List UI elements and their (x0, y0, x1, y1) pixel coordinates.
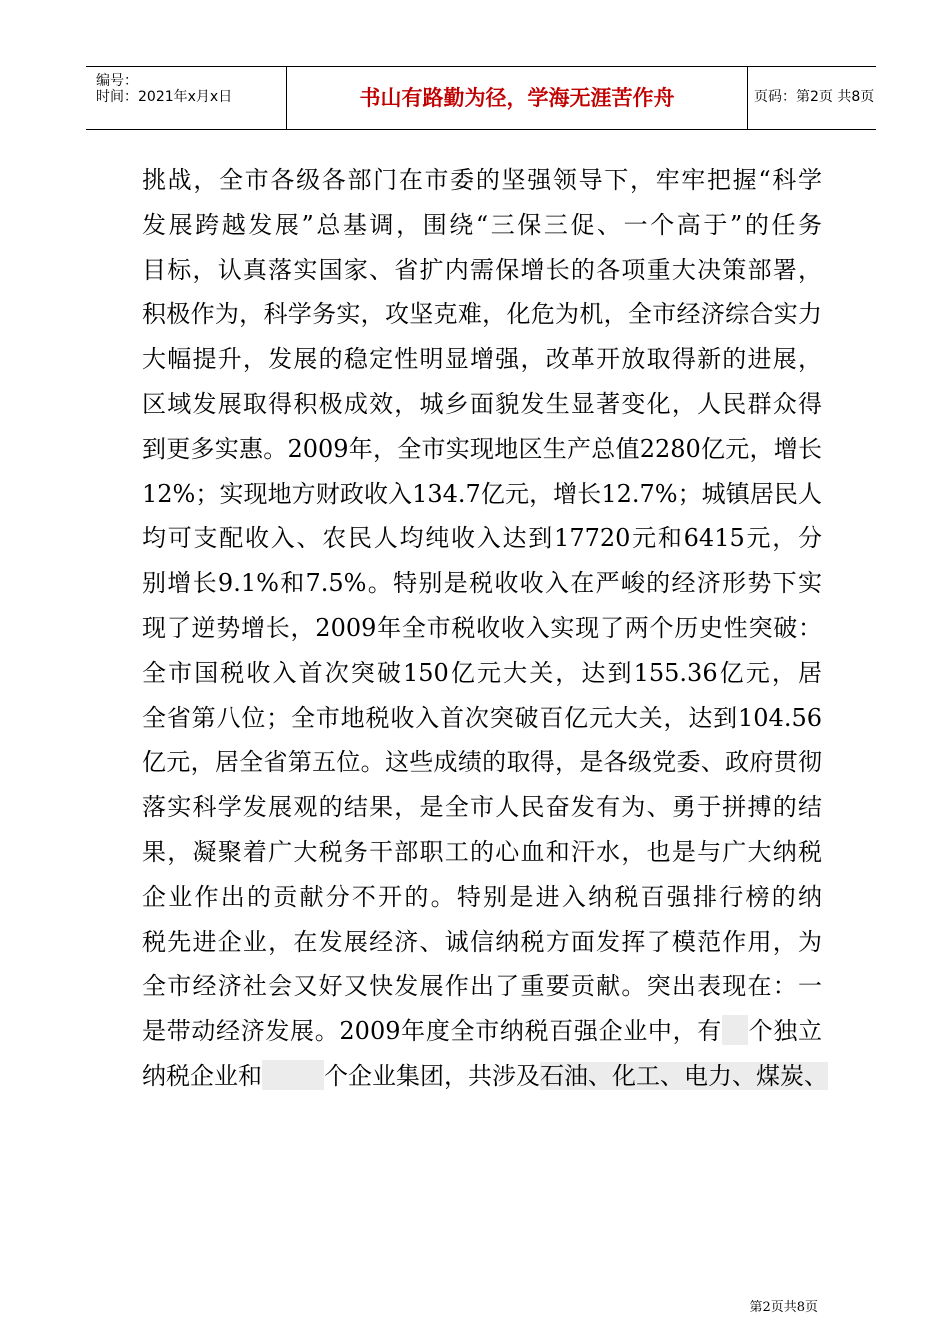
motto-text: 书山有路勤为径，学海无涯苦作舟 (359, 86, 675, 110)
body-line: 果，凝聚着广大税务干部职工的心血和汗水，也是与广大纳税 (142, 837, 822, 866)
body-line: 12%；实现地方财政收入134.7亿元，增长12.7%；城镇居民人 (142, 479, 822, 508)
body-line: 亿元，居全省第五位。这些成绩的取得，是各级党委、政府贯彻 (142, 748, 822, 777)
body-line: 到更多实惠。2009年，全市实现地区生产总值2280亿元，增长 (142, 434, 822, 463)
blank-fill-field (262, 1060, 324, 1090)
body-line: 全市经济社会又好又快发展作出了重要贡献。突出表现在：一 (142, 972, 822, 1001)
line-segment: 个独立 (747, 1017, 822, 1046)
body-line: 目标，认真落实国家、省扩内需保增长的各项重大决策部署， (142, 255, 822, 284)
body-line: 全省第八位；全市地税收入首次突破百亿元大关，达到104.56 (142, 703, 822, 732)
line-segment: 个企业集团，共涉及 (324, 1061, 540, 1090)
page-code-label: 页码：第2页 共8页 (754, 89, 875, 105)
body-line: 积极作为，科学务实，攻坚克难，化危为机，全市经济综合实力 (142, 300, 822, 329)
body-line (142, 1009, 822, 1054)
body-line: 均可支配收入、农民人均纯收入达到17720元和6415元，分 (142, 524, 822, 553)
body-line: 别增长9.1%和7.5%。特别是税收收入在严峻的经济形势下实 (142, 569, 822, 598)
date-label: 时间：2021年x月x日 (96, 89, 233, 105)
header-meta-cell (86, 67, 286, 129)
body-line: 全市国税收入首次突破150亿元大关，达到155.36亿元，居 (142, 658, 822, 687)
serial-number-label: 编号： (96, 73, 138, 89)
body-line: 发展跨越发展”总基调，围绕“三保三促、一个高于”的任务 (142, 210, 822, 239)
highlighted-segment: 石油、化工、电力、煤炭、 (540, 1061, 828, 1090)
header-page-cell (746, 67, 876, 129)
line-segment: 纳税企业和 (142, 1061, 262, 1090)
body-line: 落实科学发展观的结果，是全市人民奋发有为、勇于拼搏的结 (142, 793, 822, 822)
body-line: 企业作出的贡献分不开的。特别是进入纳税百强排行榜的纳 (142, 882, 822, 911)
body-line (142, 1054, 828, 1099)
body-line: 现了逆势增长，2009年全市税收收入实现了两个历史性突破： (142, 613, 822, 642)
body-line: 税先进企业，在发展经济、诚信纳税方面发挥了模范作用，为 (142, 927, 822, 956)
header-motto-cell (286, 67, 748, 129)
page-footer: 第2页共8页 (749, 1300, 818, 1315)
blank-fill-field (722, 1015, 748, 1045)
line-segment: 是带动经济发展。2009年度全市纳税百强企业中，有 (142, 1017, 722, 1046)
page-header (86, 66, 876, 130)
body-line: 大幅提升，发展的稳定性明显增强，改革开放取得新的进展， (142, 345, 822, 374)
document-body (142, 158, 828, 1099)
body-line: 区域发展取得积极成效，城乡面貌发生显著变化，人民群众得 (142, 389, 822, 418)
body-line: 挑战，全市各级各部门在市委的坚强领导下，牢牢把握“科学 (142, 166, 822, 194)
